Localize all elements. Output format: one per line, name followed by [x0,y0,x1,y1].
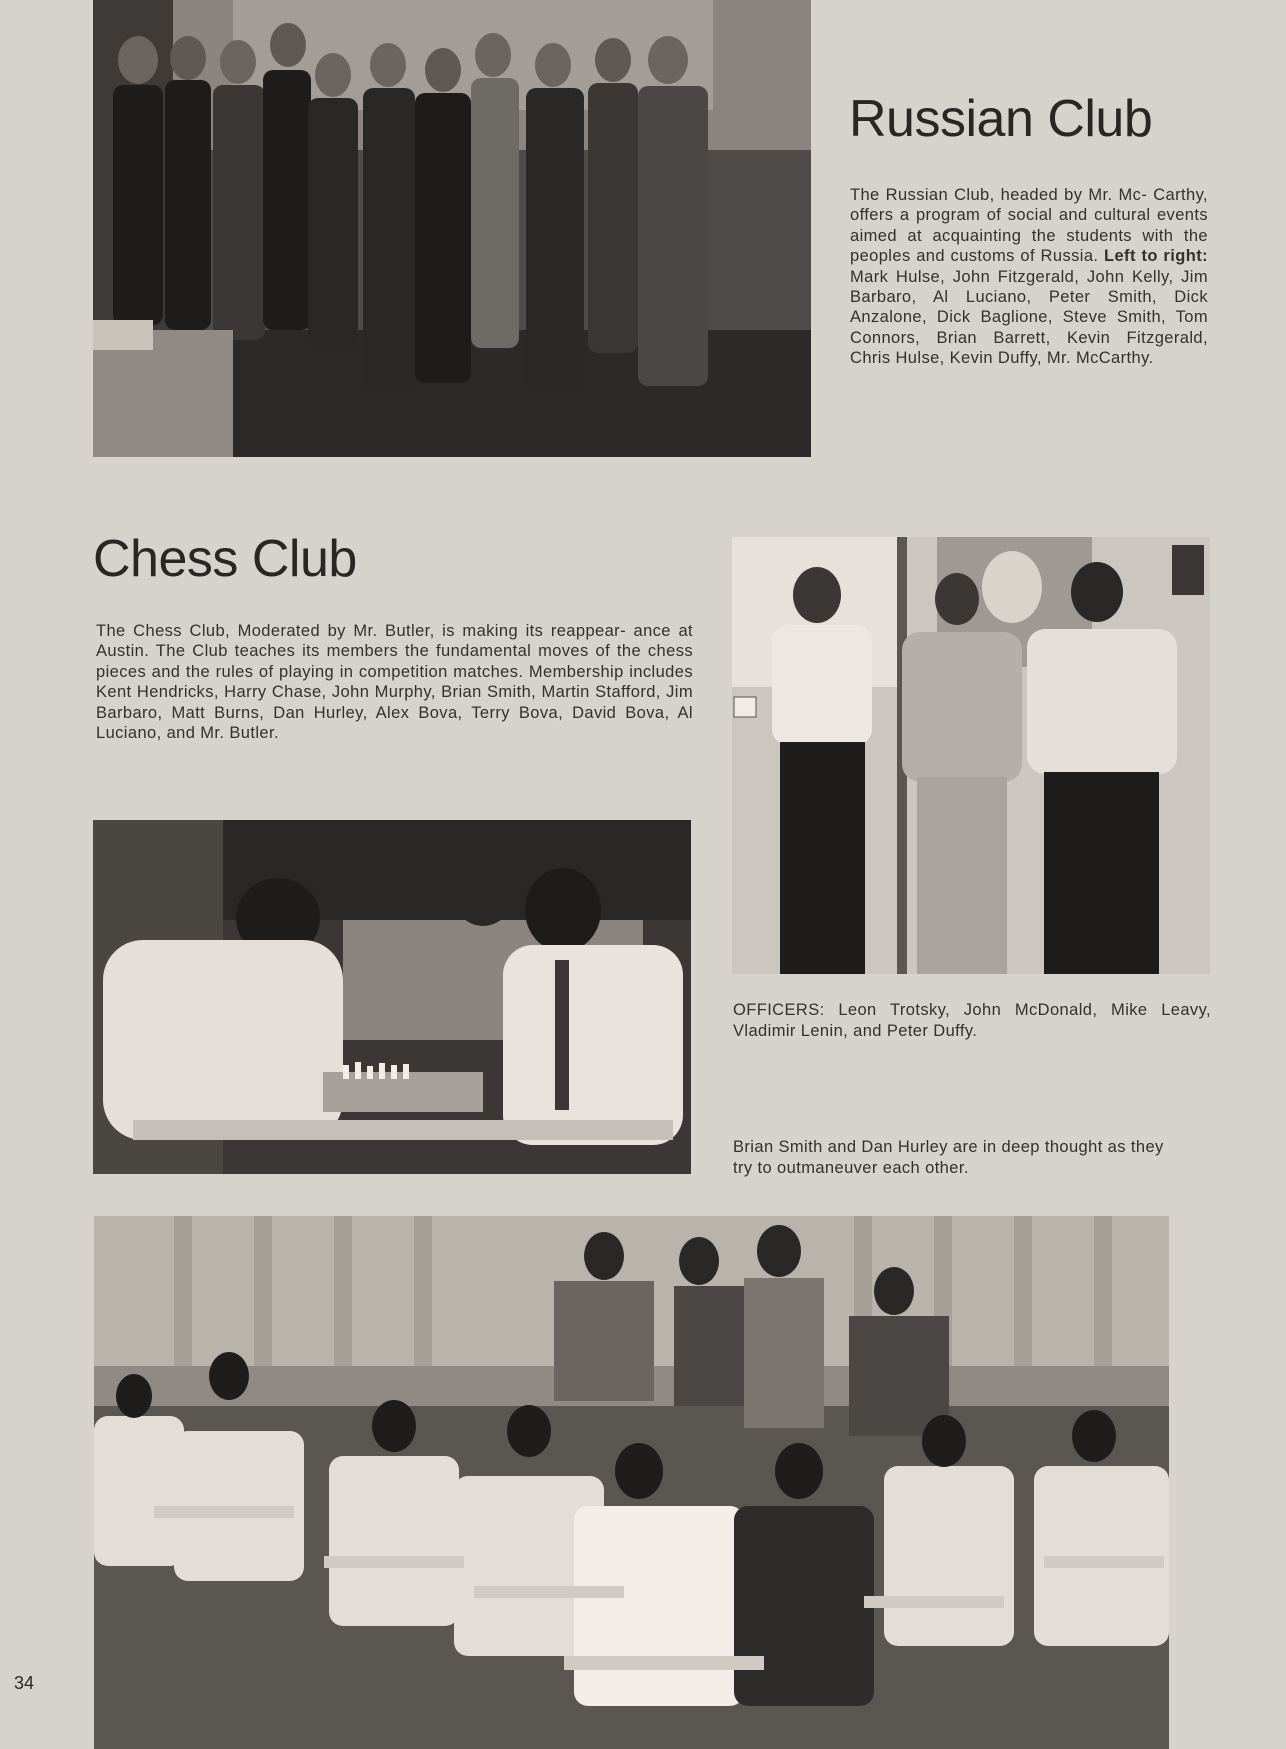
chess-club-officers-photo [732,537,1210,974]
chess-club-group-photo [94,1216,1169,1749]
russian-club-members: Mark Hulse, John Fitzgerald, John Kelly, Jim Barbaro, Al Luciano, Peter Smith, Dick Anzalone, Dick Baglione, Steve Smith, Tom Connors, Brian Barrett, Kevin Fitzgerald, Chris Hulse, Kevin Duffy, Mr. McCarthy. [850,267,1208,368]
russian-club-order-label: Left to right: [1104,247,1208,266]
russian-club-group-photo [93,0,811,457]
page-number: 34 [14,1673,35,1693]
chess-game-photo [93,820,691,1174]
chess-club-description: The Chess Club, Moderated by Mr. Butler, is making its reappear- ance at Austin. The Club teaches its members the fundamental moves of the chess pieces and the rules of playing in competition matches. Membership includes Kent Hendricks, Harry Chase, John Murphy, Brian Smith, Martin Stafford, Jim Barbaro, Matt Burns, Dan Hurley, Alex Bova, Terry Bova, David Bova, Al Luciano, and Mr. Butler. [96,622,693,743]
russian-club-title: Russian Club [849,90,1153,148]
chess-game-caption: Brian Smith and Dan Hurley are in deep thought as they try to outmaneuver each other. [733,1138,1164,1177]
officers-caption: OFFICERS: Leon Trotsky, John McDonald, Mike Leavy, Vladimir Lenin, and Peter Duffy. [733,1001,1211,1040]
russian-club-intro: The Russian Club, headed by Mr. Mc- Carthy, offers a program of social and cultural events aimed at acquainting the students with the peoples and customs of Russia. [850,186,1208,266]
russian-club-description [850,185,1208,369]
chess-club-title: Chess Club [93,530,357,588]
